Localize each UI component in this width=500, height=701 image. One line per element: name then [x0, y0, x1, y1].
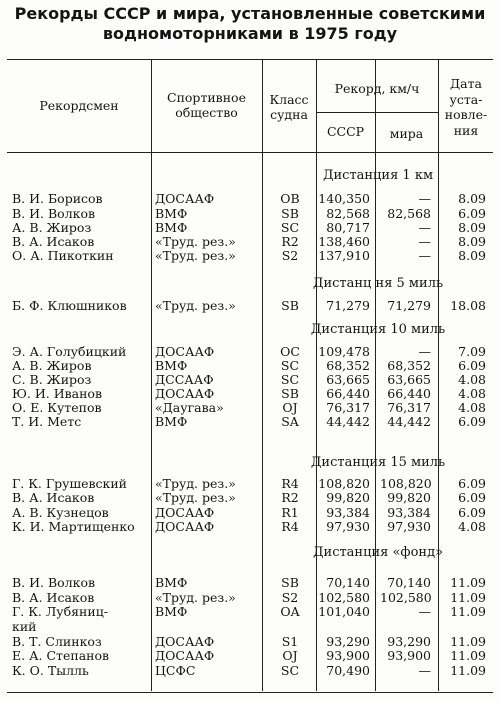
column-rule	[262, 59, 263, 691]
society-cell: ДОСААФ	[155, 519, 215, 534]
date-cell: 11.09	[450, 663, 486, 678]
ussr-record-cell: 93,384	[326, 505, 370, 520]
world-record-cell: 93,290	[387, 634, 431, 649]
sportsman-cell: А. В. Жироз	[12, 220, 92, 235]
header-society: Спортивное общество	[167, 90, 246, 120]
world-record-cell: 68,352	[387, 358, 431, 373]
table-title	[0, 4, 500, 44]
section-heading: Дистанц ня 5 миль	[312, 276, 444, 291]
date-cell: 6.09	[458, 505, 486, 520]
sportsman-cell: Т. И. Метс	[12, 414, 82, 429]
sportsman-cell: В. И. Борисов	[12, 191, 103, 206]
world-record-cell: 71,279	[387, 298, 431, 313]
class-cell: S2	[281, 248, 299, 263]
world-record-cell: 99,820	[387, 490, 431, 505]
sportsman-cell: К. О. Тылль	[12, 663, 89, 678]
society-cell: ЦСФС	[155, 663, 196, 678]
sportsman-cell: Г. К. Лубяниц-	[12, 604, 108, 619]
world-record-cell: —	[418, 663, 431, 678]
society-cell: ДОСААФ	[155, 386, 215, 401]
sportsman-cell: С. В. Жироз	[12, 372, 92, 387]
ussr-record-cell: 80,717	[326, 220, 370, 235]
ussr-record-cell: 140,350	[318, 191, 370, 206]
world-record-cell: 82,568	[387, 206, 431, 221]
header-record: Рекорд, км/ч	[334, 81, 420, 96]
society-cell: ДОСААФ	[155, 505, 215, 520]
class-cell: OC	[280, 344, 300, 359]
header-bottom-rule	[7, 152, 493, 153]
section-heading: Дистанция 1 км	[322, 168, 434, 183]
class-cell: R1	[281, 505, 299, 520]
sportsman-cell: Г. К. Грушевский	[12, 476, 128, 491]
society-cell: «Даугава»	[155, 400, 224, 415]
ussr-record-cell: 71,279	[326, 298, 370, 313]
record-header-rule	[316, 112, 438, 113]
ussr-record-cell: 82,568	[326, 206, 370, 221]
world-record-cell: 102,580	[380, 590, 432, 605]
class-cell: OB	[280, 191, 300, 206]
column-rule	[316, 59, 317, 691]
class-cell: R2	[281, 490, 299, 505]
society-cell: ДОСААФ	[155, 648, 215, 663]
world-record-cell: —	[418, 234, 431, 249]
date-cell: 11.09	[450, 634, 486, 649]
sportsman-cell: В. А. Исаков	[12, 234, 95, 249]
class-cell: SC	[280, 372, 300, 387]
ussr-record-cell: 44,442	[326, 414, 370, 429]
class-cell: SB	[281, 386, 299, 401]
date-cell: 4.08	[458, 519, 486, 534]
date-cell: 8.09	[458, 191, 486, 206]
class-cell: SC	[280, 220, 300, 235]
class-cell: OA	[280, 604, 300, 619]
ussr-record-cell: 108,820	[318, 476, 370, 491]
date-cell: 6.09	[458, 490, 486, 505]
society-cell: ВМФ	[155, 604, 188, 619]
society-cell: «Труд. рез.»	[155, 590, 236, 605]
date-cell: 6.09	[458, 414, 486, 429]
world-record-cell: 44,442	[387, 414, 431, 429]
society-cell: ВМФ	[155, 220, 188, 235]
ussr-record-cell: 70,490	[326, 663, 370, 678]
society-cell: ДОСААФ	[155, 191, 215, 206]
section-heading: Дистанция 15 миль	[310, 455, 446, 470]
ussr-record-cell: 63,665	[326, 372, 370, 387]
ussr-record-cell: 102,580	[318, 590, 370, 605]
world-record-cell: 97,930	[387, 519, 431, 534]
world-record-cell: —	[418, 248, 431, 263]
ussr-record-cell: 109,478	[318, 344, 370, 359]
ussr-record-cell: 97,930	[326, 519, 370, 534]
date-cell: 7.09	[458, 344, 486, 359]
date-cell: 6.09	[458, 358, 486, 373]
sportsman-cell: В. А. Исаков	[12, 590, 95, 605]
class-cell: SB	[281, 298, 299, 313]
class-cell: R4	[281, 519, 299, 534]
world-record-cell: 66,440	[387, 386, 431, 401]
ussr-record-cell: 101,040	[318, 604, 370, 619]
ussr-record-cell: 68,352	[326, 358, 370, 373]
date-cell: 11.09	[450, 590, 486, 605]
date-cell: 6.09	[458, 206, 486, 221]
sportsman-cell: Б. Ф. Клюшников	[12, 298, 127, 313]
header-class: Класс судна	[269, 92, 309, 122]
sportsman-cell: В. А. Исаков	[12, 490, 95, 505]
sportsman-cell: кий	[12, 619, 37, 634]
sportsman-cell: А. В. Кузнецов	[12, 505, 109, 520]
date-cell: 11.09	[450, 604, 486, 619]
society-cell: ДОСААФ	[155, 344, 215, 359]
date-cell: 11.09	[450, 575, 486, 590]
class-cell: SA	[281, 414, 299, 429]
date-cell: 4.08	[458, 386, 486, 401]
header-ussr: СССР	[326, 124, 365, 139]
date-cell: 6.09	[458, 476, 486, 491]
class-cell: R4	[281, 476, 299, 491]
class-cell: SB	[281, 206, 299, 221]
sportsman-cell: В. И. Волков	[12, 575, 96, 590]
sportsman-cell: А. В. Жиров	[12, 358, 92, 373]
date-cell: 11.09	[450, 648, 486, 663]
class-cell: SC	[280, 358, 300, 373]
class-cell: SC	[280, 663, 300, 678]
world-record-cell: —	[418, 191, 431, 206]
society-cell: «Труд. рез.»	[155, 490, 236, 505]
date-cell: 8.09	[458, 220, 486, 235]
society-cell: «Труд. рез.»	[155, 476, 236, 491]
date-cell: 8.09	[458, 248, 486, 263]
ussr-record-cell: 93,290	[326, 634, 370, 649]
world-record-cell: 63,665	[387, 372, 431, 387]
section-heading: Дистанция 10 миль	[310, 322, 446, 337]
ussr-record-cell: 76,317	[326, 400, 370, 415]
ussr-record-cell: 70,140	[326, 575, 370, 590]
date-cell: 4.08	[458, 400, 486, 415]
column-rule	[438, 59, 439, 691]
class-cell: OJ	[282, 648, 298, 663]
column-rule	[375, 59, 376, 691]
society-cell: «Труд. рез.»	[155, 298, 236, 313]
date-cell: 8.09	[458, 234, 486, 249]
sportsman-cell: Е. А. Степанов	[12, 648, 110, 663]
society-cell: ВМФ	[155, 206, 188, 221]
world-record-cell: 93,384	[387, 505, 431, 520]
world-record-cell: —	[418, 220, 431, 235]
world-record-cell: 76,317	[387, 400, 431, 415]
class-cell: SB	[281, 575, 299, 590]
world-record-cell: 93,900	[387, 648, 431, 663]
sportsman-cell: Ю. И. Иванов	[12, 386, 102, 401]
world-record-cell: 108,820	[380, 476, 432, 491]
sportsman-cell: К. И. Мартищенко	[12, 519, 135, 534]
title-line-1: Рекорды СССР и мира, установленные советскими	[14, 4, 486, 23]
header-sportsman: Рекордсмен	[39, 98, 119, 113]
header-world: мира	[389, 126, 424, 141]
society-cell: ВМФ	[155, 358, 188, 373]
ussr-record-cell: 138,460	[318, 234, 370, 249]
world-record-cell: —	[418, 604, 431, 619]
society-cell: ВМФ	[155, 414, 188, 429]
society-cell: ВМФ	[155, 575, 188, 590]
sportsman-cell: В. Т. Слинкоз	[12, 634, 102, 649]
ussr-record-cell: 137,910	[318, 248, 370, 263]
ussr-record-cell: 66,440	[326, 386, 370, 401]
class-cell: OJ	[282, 400, 298, 415]
title-line-2: водномоторниками в 1975 году	[102, 24, 398, 43]
class-cell: S2	[281, 590, 299, 605]
society-cell: ДОСААФ	[155, 634, 215, 649]
date-cell: 18.08	[450, 298, 486, 313]
world-record-cell: —	[418, 344, 431, 359]
society-cell: ДССААФ	[155, 372, 214, 387]
ussr-record-cell: 99,820	[326, 490, 370, 505]
section-heading: Дистанция «фонд»	[312, 545, 444, 560]
sportsman-cell: О. Е. Кутепов	[12, 400, 102, 415]
sportsman-cell: Э. А. Голубицкий	[12, 344, 127, 359]
date-cell: 4.08	[458, 372, 486, 387]
header-date: Дата уста- новле- ния	[444, 76, 488, 138]
society-cell: «Труд. рез.»	[155, 234, 236, 249]
society-cell: «Труд. рез.»	[155, 248, 236, 263]
sportsman-cell: О. А. Пикоткин	[12, 248, 114, 263]
column-rule	[151, 59, 152, 691]
world-record-cell: 70,140	[387, 575, 431, 590]
ussr-record-cell: 93,900	[326, 648, 370, 663]
class-cell: S1	[281, 634, 299, 649]
sportsman-cell: В. И. Волков	[12, 206, 96, 221]
class-cell: R2	[281, 234, 299, 249]
